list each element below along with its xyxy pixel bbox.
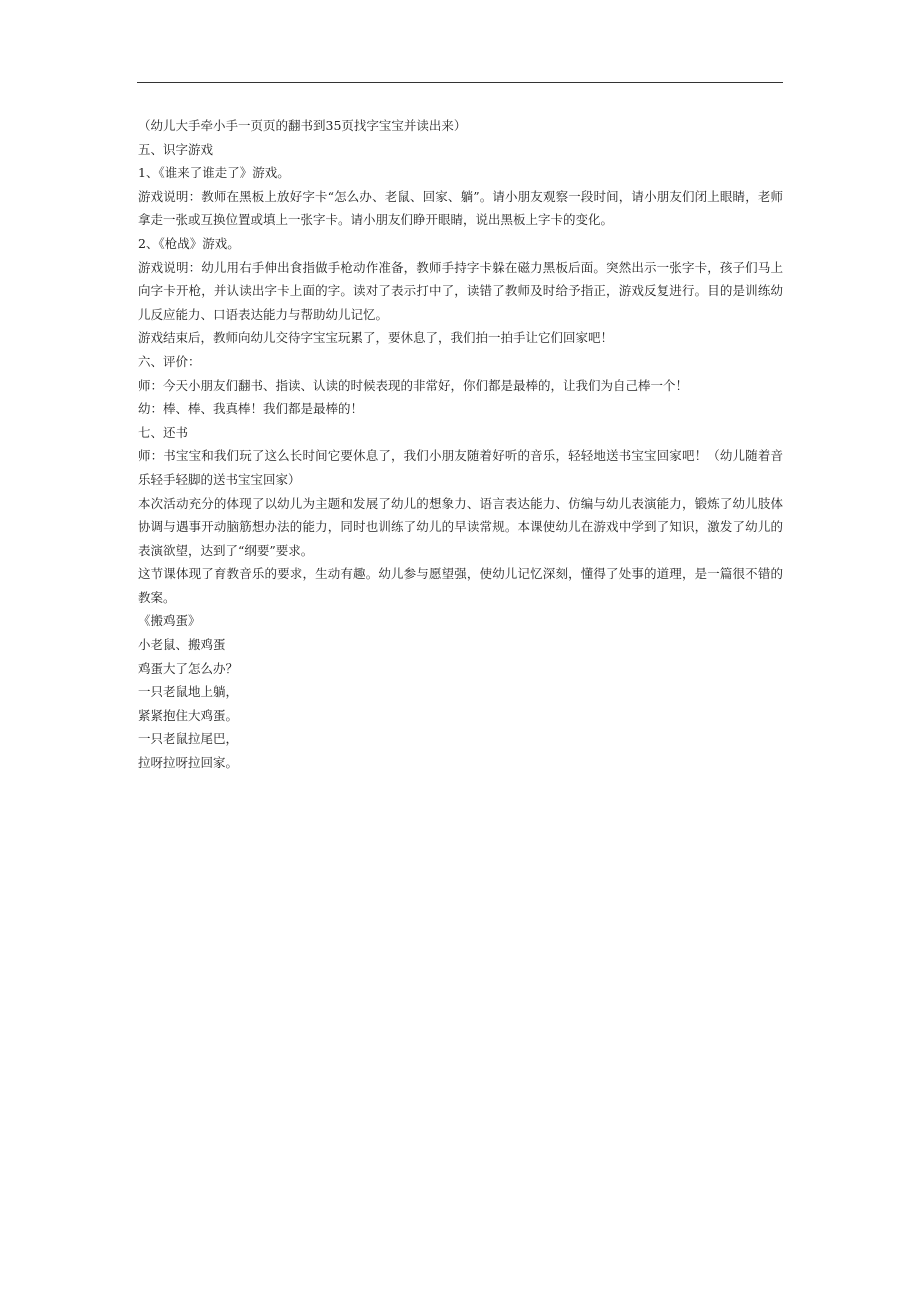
section-heading-evaluation: 六、评价： (138, 353, 201, 369)
section-heading-literacy-game: 五、识字游戏 (138, 141, 214, 157)
activity-reflection-paragraph: 本次活动充分的体现了以幼儿为主题和发展了幼儿的想象力、语言表达能力、仿编与幼儿表演能力，锻炼了幼儿肢体协调与遇事开动脑筋想办法的能力，同时也训练了幼儿的早读常规。本课使幼儿在游戏中学到了知识，激发了幼儿的表演欲望，达到了“纲要”要求。 (138, 495, 783, 558)
poem-line: 紧紧抱住大鸡蛋。 (138, 707, 239, 723)
lesson-summary-paragraph: 这节课体现了育教音乐的要求，生动有趣。幼儿参与愿望强，使幼儿记忆深刻，懂得了处事的道理，是一篇很不错的教案。 (138, 566, 783, 605)
poem-line: 一只老鼠地上躺， (138, 684, 239, 700)
poem-line: 鸡蛋大了怎么办？ (138, 660, 239, 676)
game-2-title: 2、《枪战》游戏。 (138, 235, 240, 251)
game-ending-paragraph: 游戏结束后，教师向幼儿交待字宝宝玩累了，要休息了，我们拍一拍手让它们回家吧！ (138, 330, 614, 346)
teacher-return-books-line: 师：书宝宝和我们玩了这么长时间它要休息了，我们小朋友随着好听的音乐，轻轻地送书宝宝回家吧！（幼儿随着音乐轻手轻脚的送书宝宝回家） (138, 448, 783, 487)
poem-line: 一只老鼠拉尾巴， (138, 731, 239, 747)
poem-title: 《搬鸡蛋》 (138, 613, 201, 629)
poem-line: 小老鼠、搬鸡蛋 (138, 637, 226, 653)
teacher-evaluation-line: 师：今天小朋友们翻书、指读、认读的时候表现的非常好，你们都是最棒的，让我们为自己棒一个！ (138, 377, 689, 393)
header-rule (137, 82, 783, 83)
section-heading-return-books: 七、还书 (138, 424, 189, 440)
poem-line: 拉呀拉呀拉回家。 (138, 755, 239, 771)
game-2-description: 游戏说明：幼儿用右手伸出食指做手枪动作准备，教师手持字卡躲在磁力黑板后面。突然出示一张字卡，孩子们马上向字卡开枪，并认读出字卡上面的字。读对了表示打中了，读错了教师及时给予指正，游戏反复进行。目的是训练幼儿反应能力、口语表达能力与帮助幼儿记忆。 (138, 259, 783, 322)
document-body (138, 114, 783, 775)
paragraph-intro-note: （幼儿大手牵小手一页页的翻书到35页找字宝宝并读出来） (138, 118, 467, 133)
game-1-title: 1、《谁来了谁走了》游戏。 (138, 165, 290, 181)
children-response-line: 幼：棒、棒、我真棒！我们都是最棒的！ (138, 401, 364, 417)
game-1-description: 游戏说明：教师在黑板上放好字卡“怎么办、老鼠、回家、躺”。请小朋友观察一段时间，请小朋友们闭上眼睛，老师拿走一张或互换位置或填上一张字卡。请小朋友们睁开眼睛，说出黑板上字卡的变化。 (138, 188, 783, 228)
